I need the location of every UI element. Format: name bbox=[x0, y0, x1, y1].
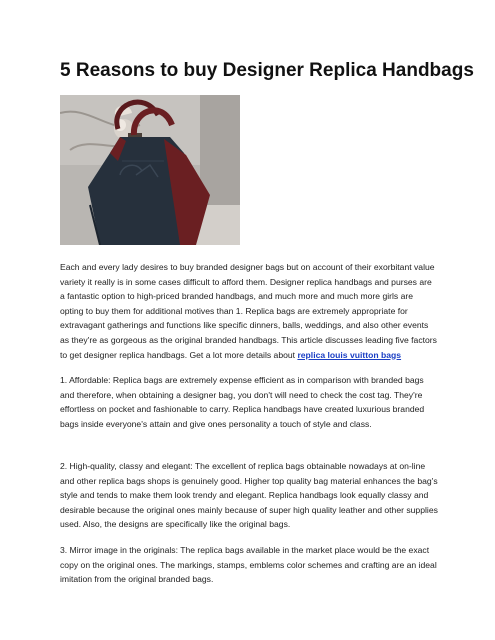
point-affordable: 1. Affordable: Replica bags are extremely expense efficient as in comparison with branded bags and therefore, when obtaining a designer bag, you don't will need to check the cost tag. They're effortless on pocket and fashionable to carry. Replica handbags have created luxurious branded bags inside everyone's attain and give ones personality a touch of style and class. bbox=[60, 375, 425, 429]
intro-paragraph bbox=[60, 260, 438, 362]
point-high-quality: 2. High-quality, classy and elegant: The excellent of replica bags obtainable nowadays at on-line and other replica bags shops is genuinely good. Higher top quality bag material enhances the bag's style and tends to make them look trendy and elegant. Replica handbags look equally classy and desirable because the original ones mainly because of super high quality leather and other supplies used. Also, the designs are specifically like the original bags. bbox=[60, 461, 438, 530]
point-mirror-image: 3. Mirror image in the originals: The replica bags available in the market place would be the exact copy on the original ones. The markings, stamps, emblems color schemes and crafting are an ideal imitation from the original branded bags. bbox=[60, 545, 437, 585]
handbag-photo-icon bbox=[60, 95, 240, 245]
intro-text: Each and every lady desires to buy branded designer bags but on account of their exorbitant value variety it really is in some cases difficult to afford them. Designer replica handbags and purses are a fantastic option to high-priced branded handbags, and much more and much more girls are opting to buy them for additional motives than 1. Replica bags are extremely appropriate for extravagant gatherings and functions like specific dinners, balls, weddings, and also other events as they're as gorgeous as the original branded handbags. This article discusses leading five factors to get designer replica handbags. Get a lot more details about bbox=[60, 262, 437, 360]
handbag-photo bbox=[60, 95, 240, 245]
page-title: 5 Reasons to buy Designer Replica Handbags bbox=[60, 60, 474, 81]
replica-louis-vuitton-bags-link[interactable]: replica louis vuitton bags bbox=[297, 349, 402, 360]
